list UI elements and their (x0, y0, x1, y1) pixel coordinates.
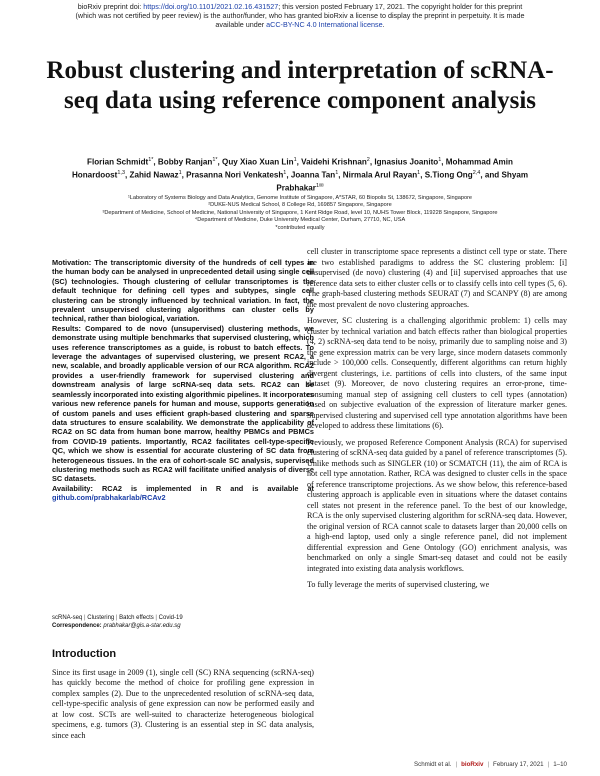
motivation-text: The transcriptomic diversity of the hundreds of cell types in the human body can be analysed in unprecedented detail using single cell (SC) technologies. Though clustering of cellular transcriptomes is the default technique for defining cell types and subtypes, single cell clustering can be strongly influenced by technical variation. In fact, the prevalent unsupervised clustering algorithms can cluster cells by technical, rather than biological, variation. (52, 258, 314, 324)
abstract (52, 258, 314, 503)
body-paragraph: However, SC clustering is a challenging algorithmic problem: 1) cells may cluster by technical variation and batch effects rather than biological properties (4, 2) scRNA-seq data tend to be noisy, primarily due to sampling noise and 3) the gene expression matrix can be very large, since modern datasets commonly include > 100,000 cells. Consequently, different algorithms can return highly divergent clusterings, i.e. partitions of cells into clusters, of the same input dataset (9). Moreover, de novo clustering requires an error-prone, time-consuming manual step of assigning cell clusters to cell types (annotation) based on subjective evaluation of the expression of literature marker genes. Supervised clustering and supervised cell type annotation algorithms have been developed to address these limitations (6). (307, 316, 567, 430)
intro-heading: Introduction (52, 648, 117, 660)
author-name: Zahid Nawaz (129, 170, 179, 180)
author-list: Florian Schmidt$^{1*}$, Bobby Ranjan$^{1*}$, Quy Xiao Xuan Lin$^1$, Vaidehi Krishnan$^2$, Ignasius Joanito$^1$, Mohammad Amin Honardoost$^{1,3}$, Zahid Nawaz$^1$, Prasanna Nori Venkatesh$^1$, Joanna Tan$^1$, Nirmala Arul Rayan$^1$, S.Tiong Ong$^{2,4}$, and Shyam Prabhakar$^{1✉}$ (71, 157, 529, 193)
footer-authors: Schmidt et al. (413, 761, 452, 768)
right-column (307, 247, 567, 591)
affiliation-line: ¹Laboratory of Systems Biology and Data Analytics, Genome Institute of Singapore, A*STAR, 60 Biopolis St, 138672, Singapore, Singapore (127, 195, 473, 201)
keywords: scRNA-seq | Clustering | Batch effects | Covid-19 (52, 615, 183, 621)
author-affiliation-mark: 1 (417, 169, 421, 176)
intro-left-text (52, 668, 314, 741)
notice-text: bioRxiv preprint doi: (77, 2, 144, 11)
body-paragraph: Previously, we proposed Reference Component Analysis (RCA) for supervised clustering of scRNA-seq data guided by a panel of reference transcriptomes (5). Unlike methods such as SINGLER (10) or SCMATCH (11), the aim of RCA is not cell type annotation. Rather, RCA was designed to cluster cells in the space of reference transcriptome projections. As we show below, this reference-based clustering approach is applicable even in situations where the dataset contains cell states not present in the reference panel. To the best of our knowledge, RCA is the only supervised clustering algorithm for scRNA-seq data. However, the original version of RCA cannot scale to datasets larger than 20,000 cells on a high-end laptop, used only a single reference panel, did not implement differential expression and Gene Ontology (GO) enrichment analysis, was benchmarked on only a single Smart-seq dataset and could not be easily integrated into existing data analysis workflows. (307, 437, 567, 573)
keyword: Batch effects (119, 615, 154, 621)
results-heading: Results: (52, 323, 81, 333)
affiliation-line: ³Department of Medicine, School of Medicine, National University of Singapore, 1 Kent Ridge Road, level 10, NUHS Tower Block, 119228 Singapore, Singapore (102, 209, 498, 216)
author-name: Mohammad Amin Honardoost (71, 157, 513, 180)
keyword: scRNA-seq (52, 615, 83, 621)
preprint-notice (0, 2, 600, 29)
author-affiliation-mark: 1* (212, 157, 218, 163)
affiliation-line: *contributed equally (275, 224, 325, 231)
author-affiliation-mark: 1✉ (315, 182, 324, 189)
footer-journal: bioRxiv (461, 761, 484, 768)
body-paragraph: cell cluster in transcriptome space represents a distinct cell type or state. There are two established paradigms to address the SC clustering problem: [i] unsupervised (de novo) clustering (4) and [ii] supervised approaches that use reference data sets to either cluster cells or to classify cells into cell types (5, 6). The graph-based clustering methods SEURAT (7) and SCANPY (8) are among the most prevalent de novo clustering approaches. (307, 247, 567, 309)
paper-title: Robust clustering and interpretation of scRNA-seq data using reference component analysis (46, 57, 554, 114)
availability-heading: Availability: (52, 483, 93, 493)
keyword: Covid-19 (158, 615, 183, 621)
notice-text: available under (215, 20, 267, 29)
intro-paragraph: Since its first usage in 2009 (1), single cell (SC) RNA sequencing (scRNA-seq) has quickly become the method of choice for profiling gene expression in complex samples (2). Due to the unprecedented resolution of scRNA-seq data, cell-type-specific analysis of gene expression can now be performed easily and at low cost. SCTs are well-suited to characterize heterogeneous biological specimens, e.g. tumors (3). Clustering is an essential step in SC data analysis, since each (52, 668, 314, 740)
github-link[interactable]: github.com/prabhakarlab/RCAv2 (52, 493, 166, 503)
author-affiliation-mark: 1 (335, 169, 339, 176)
notice-text: (which was not certified by peer review) is the author/funder, who has granted bioRxiv a license to display the preprint in perpetuity. It is made (75, 11, 525, 20)
author-name: Quy Xiao Xuan Lin (222, 157, 294, 167)
results-text: Compared to de novo (unsupervised) clustering methods, we demonstrate using multiple benchmarks that supervised clustering, which uses reference transcriptomes as a guide, is robust to batch effects. To leverage the advantages of supervised clustering, we present RCA2, a new, scalable, and broadly applicable version of our RCA algorithm. RCA2 provides a user-friendly framework for supervised clustering and downstream analysis of large scRNA-seq data sets. RCA2 can be seamlessly incorporated into existing algorithmic pipelines. It incorporates various new reference panels for human and mouse, supports generation of custom panels and uses efficient graph-based clustering and sparse data structures to ensure scalability. We demonstrate the applicability of RCA2 on SC data from human bone marrow, healthy PBMCs and PBMCs from COVID-19 patients. Importantly, RCA2 facilitates cell-type-specific QC, which we show is essential for accurate clustering of SC data from heterogeneous tissues. In the era of cohort-scale SC analysis, supervised clustering methods such as RCA2 will facilitate unified analysis of diverse SC datasets. (52, 323, 314, 484)
author-name: and Shyam Prabhakar (276, 170, 529, 193)
footer-date: February 17, 2021 (493, 761, 544, 768)
footer-pages: 1–10 (553, 761, 567, 768)
doi-link[interactable]: https://doi.org/10.1101/2021.02.16.431527 (143, 2, 279, 11)
author-name: S.Tiong Ong (424, 170, 473, 180)
author-name: Florian Schmidt (87, 157, 149, 167)
page-footer: Schmidt et al. | bioRxiv | February 17, 2021 | 1–10 (413, 761, 567, 768)
keywords-block (52, 614, 314, 630)
notice-text: . (382, 20, 385, 29)
author-affiliation-mark: 1 (283, 169, 287, 176)
author-affiliation-mark: 1,3 (117, 169, 126, 176)
author-affiliation-mark: 1 (438, 157, 442, 163)
affiliations (40, 195, 560, 232)
author-affiliation-mark: 1* (148, 157, 154, 163)
correspondence-label: Correspondence: (52, 623, 102, 630)
author-affiliation-mark: 2 (366, 157, 370, 163)
notice-text: ; this version posted February 17, 2021. The copyright holder for this preprint (278, 2, 523, 11)
author-affiliation-mark: 1 (178, 169, 182, 176)
author-name: Nirmala Arul Rayan (342, 170, 418, 180)
correspondence-email[interactable]: prabhakar@gis.a-star.edu.sg (103, 623, 181, 630)
motivation-heading: Motivation: (52, 258, 92, 267)
author-name: Prasanna Nori Venkatesh (186, 170, 284, 180)
author-name: Ignasius Joanito (374, 157, 439, 167)
author-name: Vaidehi Krishnan (301, 157, 367, 167)
author-affiliation-mark: 1 (293, 157, 297, 163)
body-paragraph: To fully leverage the merits of supervised clustering, we (307, 580, 490, 589)
availability-text: RCA2 is implemented in R and is available at (101, 483, 314, 493)
author-name: Bobby Ranjan (157, 157, 213, 167)
keyword: Clustering (87, 615, 115, 621)
license-link[interactable]: aCC-BY-NC 4.0 International license (266, 20, 383, 29)
author-name: Joanna Tan (290, 170, 336, 180)
affiliation-line: ⁴Department of Medicine, Duke University Medical Center, Durham, 27710, NC, USA (194, 217, 406, 224)
author-affiliation-mark: 2,4 (472, 169, 481, 176)
affiliation-line: ²DUKE-NUS Medical School, 8 College Rd, 169857 Singapore, Singapore (208, 202, 392, 209)
